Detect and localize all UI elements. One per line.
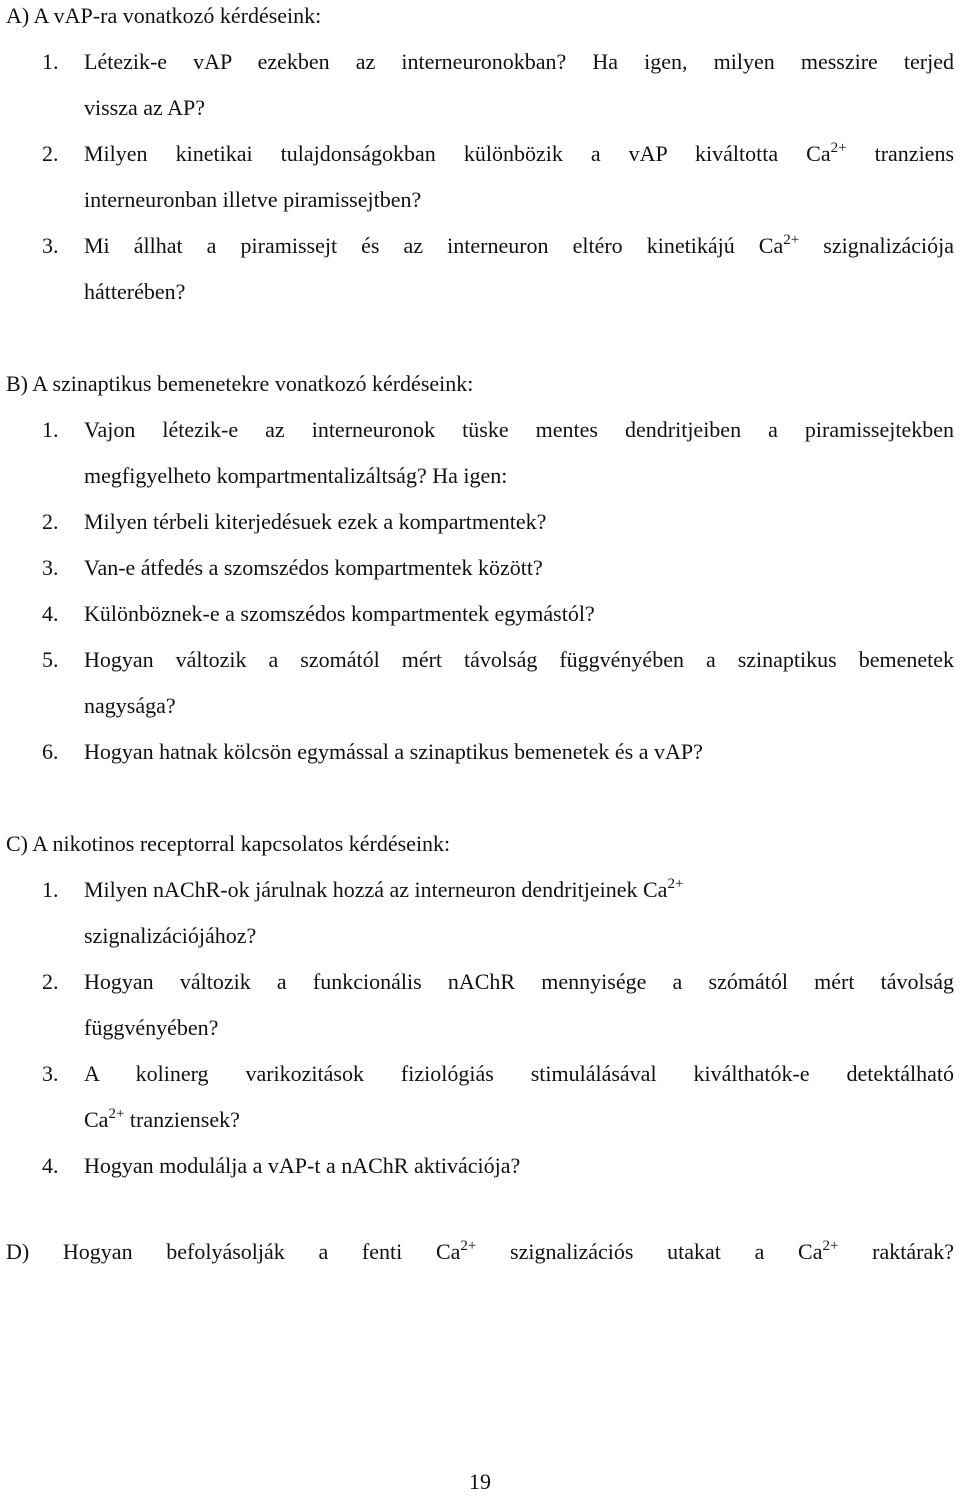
question-line: hátterében? [84, 279, 186, 304]
question-line: vissza az AP? [84, 95, 205, 120]
superscript-charge: 2+ [108, 1106, 125, 1122]
item-number: 6. [42, 739, 59, 764]
question-line: Vajon létezik-e az interneuronok tüske mentes dendritjeiben a piramissejtekben [84, 417, 954, 442]
section-a-heading: A) A vAP-ra vonatkozó kérdéseink: [6, 3, 322, 28]
question-line: interneuronban illetve piramissejtben? [84, 187, 422, 212]
item-number: 5. [42, 647, 59, 672]
superscript-charge: 2+ [460, 1238, 477, 1254]
section-b-heading: B) A szinaptikus bemenetekre vonatkozó kérdéseink: [6, 371, 474, 396]
question-line: A kolinerg varikozitások fiziológiás stimulálásával kiválthatók-e detektálható [84, 1061, 954, 1086]
question-line: Különböznek-e a szomszédos kompartmentek egymástól? [84, 601, 595, 626]
item-number: 2. [42, 969, 59, 994]
question-line: szignalizációjához? [84, 923, 257, 948]
superscript-charge: 2+ [830, 140, 847, 156]
question-line: Hogyan változik a szomától mért távolság függvényében a szinaptikus bemenetek [84, 647, 954, 672]
superscript-charge: 2+ [783, 232, 800, 248]
item-number: 3. [42, 1061, 59, 1086]
section-c-heading: C) A nikotinos receptorral kapcsolatos kérdéseink: [6, 831, 451, 856]
question-line: Hogyan változik a funkcionális nAChR mennyisége a szómától mért távolság [84, 969, 954, 994]
item-number: 3. [42, 233, 59, 258]
question-line: Van-e átfedés a szomszédos kompartmentek között? [84, 555, 543, 580]
question-line: Milyen kinetikai tulajdonságokban különbözik a vAP kiváltotta $Ca^{2+}$ tranziens [84, 140, 955, 166]
question-line: Mi állhat a piramissejt és az interneuron eltéro kinetikájú $Ca^{2+}$ szignalizációja [84, 232, 954, 258]
item-number: 4. [42, 601, 59, 626]
item-number: 1. [42, 877, 59, 902]
superscript-charge: 2+ [667, 876, 684, 892]
item-number: 1. [42, 417, 59, 442]
item-number: 4. [42, 1153, 59, 1178]
item-number: 2. [42, 141, 59, 166]
superscript-charge: 2+ [822, 1238, 839, 1254]
item-number: 2. [42, 509, 59, 534]
question-line: Milyen nAChR-ok járulnak hozzá az interneuron dendritjeinek $Ca^{2+}$ [84, 876, 684, 902]
question-line: függvényében? [84, 1015, 219, 1040]
question-line: megfigyelheto kompartmentalizáltság? Ha igen: [84, 463, 508, 488]
item-number: 1. [42, 49, 59, 74]
page-number: 19 [469, 1469, 491, 1494]
question-line: Létezik-e vAP ezekben az interneuronokban? Ha igen, milyen messzire terjed [84, 49, 954, 74]
question-line: $Ca^{2+}$ tranziensek? [84, 1106, 240, 1132]
question-line: nagysága? [84, 693, 176, 718]
question-line: Hogyan modulálja a vAP-t a nAChR aktivációja? [84, 1153, 521, 1178]
question-line: Milyen térbeli kiterjedésuek ezek a kompartmentek? [84, 509, 547, 534]
question-line: Hogyan hatnak kölcsön egymással a szinaptikus bemenetek és a vAP? [84, 739, 703, 764]
section-d-question: D) Hogyan befolyásolják a fenti $Ca^{2+}$ szignalizációs utakat a $Ca^{2+}$ raktárak? [6, 1238, 954, 1264]
item-number: 3. [42, 555, 59, 580]
